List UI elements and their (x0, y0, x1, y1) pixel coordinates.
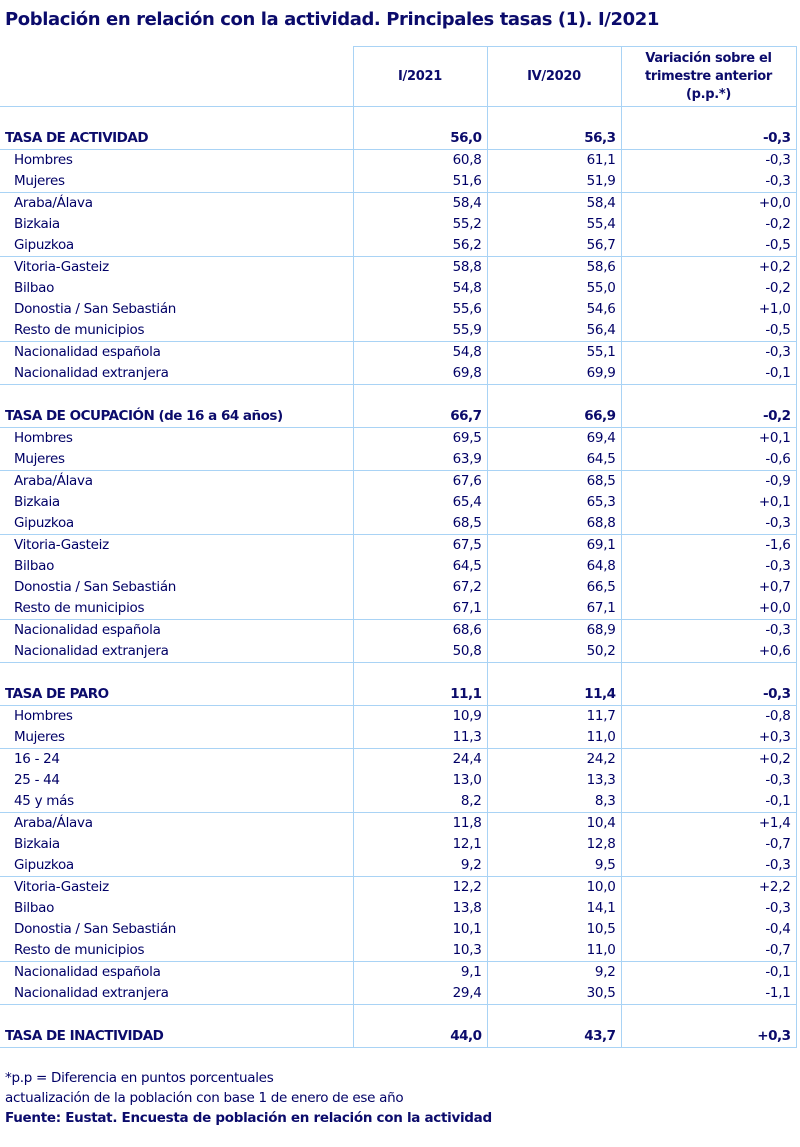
table-row (0, 770, 796, 791)
value-iv-2020: 10,4 (487, 813, 621, 835)
table-row (0, 919, 796, 940)
value-iv-2020: 55,1 (487, 342, 621, 364)
row-label: Vitoria-Gasteiz (0, 877, 353, 899)
value-iv-2020: 8,3 (487, 791, 621, 813)
row-label: TASA DE INACTIVIDAD (0, 1026, 353, 1048)
value-variation: +1,4 (621, 813, 796, 835)
table-row (0, 535, 796, 557)
value-iv-2020 (487, 663, 621, 685)
total-row (0, 1026, 796, 1048)
table-row (0, 791, 796, 813)
row-label (0, 385, 353, 407)
footnote-pp: *p.p = Diferencia en puntos porcentuales (5, 1070, 274, 1086)
value-iv-2020: 10,5 (487, 919, 621, 940)
value-variation (621, 1005, 796, 1027)
value-variation: -0,3 (621, 556, 796, 577)
value-variation: -1,6 (621, 535, 796, 557)
value-i-2021: 58,8 (353, 257, 487, 279)
row-label: Araba/Álava (0, 813, 353, 835)
table-row (0, 471, 796, 493)
row-label: Bizkaia (0, 214, 353, 235)
table-row (0, 556, 796, 577)
table-row (0, 428, 796, 450)
value-variation: -0,3 (621, 171, 796, 193)
value-variation: +0,3 (621, 727, 796, 749)
value-i-2021 (353, 663, 487, 685)
table-row (0, 513, 796, 535)
table-row (0, 299, 796, 320)
row-label: Donostia / San Sebastián (0, 577, 353, 598)
table-row (0, 363, 796, 385)
value-iv-2020: 11,4 (487, 684, 621, 706)
table-row (0, 983, 796, 1005)
row-label: 16 - 24 (0, 749, 353, 771)
row-label: Araba/Álava (0, 471, 353, 493)
row-label: Hombres (0, 428, 353, 450)
value-iv-2020: 58,4 (487, 193, 621, 215)
row-label: 25 - 44 (0, 770, 353, 791)
table-row (0, 278, 796, 299)
value-variation: -0,2 (621, 406, 796, 428)
row-label: Araba/Álava (0, 193, 353, 215)
row-label: Nacionalidad española (0, 342, 353, 364)
value-iv-2020: 64,5 (487, 449, 621, 471)
row-label: Gipuzkoa (0, 513, 353, 535)
value-iv-2020: 68,8 (487, 513, 621, 535)
row-label: Nacionalidad extranjera (0, 363, 353, 385)
row-label: Bilbao (0, 278, 353, 299)
value-variation: +0,3 (621, 1026, 796, 1048)
value-i-2021: 55,9 (353, 320, 487, 342)
value-variation: -0,3 (621, 855, 796, 877)
value-variation: -0,2 (621, 278, 796, 299)
page-title: Población en relación con la actividad. Principales tasas (1). I/2021 (5, 9, 659, 30)
value-iv-2020: 56,4 (487, 320, 621, 342)
value-iv-2020: 56,7 (487, 235, 621, 257)
row-label: Gipuzkoa (0, 235, 353, 257)
table-row (0, 898, 796, 919)
table-row (0, 193, 796, 215)
row-label: Resto de municipios (0, 940, 353, 962)
value-i-2021: 64,5 (353, 556, 487, 577)
row-label: Vitoria-Gasteiz (0, 535, 353, 557)
value-iv-2020 (487, 1005, 621, 1027)
value-variation: +0,2 (621, 257, 796, 279)
table-row (0, 940, 796, 962)
value-variation: +1,0 (621, 299, 796, 320)
value-iv-2020: 11,0 (487, 727, 621, 749)
footnote-source: Fuente: Eustat. Encuesta de población en relación con la actividad (5, 1110, 492, 1126)
table-row (0, 834, 796, 855)
table-row (0, 492, 796, 513)
table-row (0, 235, 796, 257)
value-iv-2020: 56,3 (487, 128, 621, 150)
value-i-2021: 50,8 (353, 641, 487, 663)
row-label: Mujeres (0, 171, 353, 193)
value-variation: -0,5 (621, 320, 796, 342)
spacer-row (0, 663, 796, 685)
table-row (0, 257, 796, 279)
total-row (0, 684, 796, 706)
value-variation: +0,6 (621, 641, 796, 663)
value-i-2021: 44,0 (353, 1026, 487, 1048)
value-i-2021: 67,6 (353, 471, 487, 493)
row-label: Vitoria-Gasteiz (0, 257, 353, 279)
row-label: Nacionalidad extranjera (0, 641, 353, 663)
table-row (0, 641, 796, 663)
value-i-2021: 13,8 (353, 898, 487, 919)
total-row (0, 406, 796, 428)
value-i-2021: 67,2 (353, 577, 487, 598)
row-label (0, 107, 353, 129)
value-variation: -0,3 (621, 620, 796, 642)
value-iv-2020: 66,9 (487, 406, 621, 428)
row-label: Hombres (0, 150, 353, 172)
rates-table (0, 46, 797, 1048)
value-variation: -0,3 (621, 898, 796, 919)
value-variation: -0,8 (621, 706, 796, 728)
row-label (0, 1005, 353, 1027)
table-row (0, 171, 796, 193)
row-label: TASA DE OCUPACIÓN (de 16 a 64 años) (0, 406, 353, 428)
value-iv-2020: 61,1 (487, 150, 621, 172)
value-variation (621, 107, 796, 129)
header-variation: Variación sobre el trimestre anterior (p.p.*) (621, 47, 796, 107)
value-iv-2020: 69,9 (487, 363, 621, 385)
value-i-2021: 10,1 (353, 919, 487, 940)
row-label: Nacionalidad extranjera (0, 983, 353, 1005)
table-row (0, 706, 796, 728)
value-variation: +2,2 (621, 877, 796, 899)
table-row (0, 813, 796, 835)
row-label: Mujeres (0, 727, 353, 749)
value-variation: +0,0 (621, 193, 796, 215)
value-i-2021: 56,2 (353, 235, 487, 257)
value-i-2021: 54,8 (353, 278, 487, 299)
row-label: Nacionalidad española (0, 620, 353, 642)
value-i-2021: 60,8 (353, 150, 487, 172)
spacer-row (0, 385, 796, 407)
value-iv-2020: 68,9 (487, 620, 621, 642)
value-i-2021: 66,7 (353, 406, 487, 428)
value-i-2021: 65,4 (353, 492, 487, 513)
value-iv-2020: 50,2 (487, 641, 621, 663)
value-iv-2020 (487, 385, 621, 407)
value-variation: -1,1 (621, 983, 796, 1005)
value-i-2021: 8,2 (353, 791, 487, 813)
value-variation: -0,6 (621, 449, 796, 471)
row-label: Bilbao (0, 556, 353, 577)
value-i-2021 (353, 107, 487, 129)
value-variation: +0,1 (621, 428, 796, 450)
value-iv-2020: 58,6 (487, 257, 621, 279)
value-iv-2020: 24,2 (487, 749, 621, 771)
value-i-2021: 55,6 (353, 299, 487, 320)
header-blank (0, 47, 353, 107)
value-iv-2020: 9,2 (487, 962, 621, 984)
value-i-2021: 11,8 (353, 813, 487, 835)
table-row (0, 962, 796, 984)
row-label (0, 663, 353, 685)
value-iv-2020: 65,3 (487, 492, 621, 513)
value-variation: +0,2 (621, 749, 796, 771)
table-row (0, 214, 796, 235)
value-i-2021: 69,5 (353, 428, 487, 450)
table-row (0, 877, 796, 899)
spacer-row (0, 1005, 796, 1027)
value-i-2021: 12,2 (353, 877, 487, 899)
value-i-2021: 10,3 (353, 940, 487, 962)
value-variation: -0,3 (621, 128, 796, 150)
value-i-2021: 69,8 (353, 363, 487, 385)
value-i-2021: 12,1 (353, 834, 487, 855)
value-iv-2020: 64,8 (487, 556, 621, 577)
value-i-2021: 11,1 (353, 684, 487, 706)
value-i-2021: 67,5 (353, 535, 487, 557)
row-label: Resto de municipios (0, 598, 353, 620)
value-variation: -0,3 (621, 770, 796, 791)
value-i-2021: 55,2 (353, 214, 487, 235)
value-iv-2020: 30,5 (487, 983, 621, 1005)
table-row (0, 620, 796, 642)
value-i-2021: 68,5 (353, 513, 487, 535)
value-i-2021 (353, 1005, 487, 1027)
value-variation: -0,3 (621, 342, 796, 364)
value-variation: -0,7 (621, 834, 796, 855)
value-i-2021: 54,8 (353, 342, 487, 364)
value-i-2021: 24,4 (353, 749, 487, 771)
row-label: Donostia / San Sebastián (0, 299, 353, 320)
value-variation: +0,1 (621, 492, 796, 513)
value-variation: -0,4 (621, 919, 796, 940)
header-i-2021: I/2021 (353, 47, 487, 107)
value-i-2021: 51,6 (353, 171, 487, 193)
value-variation (621, 385, 796, 407)
value-iv-2020: 9,5 (487, 855, 621, 877)
value-i-2021: 13,0 (353, 770, 487, 791)
table-row (0, 749, 796, 771)
header-iv-2020: IV/2020 (487, 47, 621, 107)
value-iv-2020: 66,5 (487, 577, 621, 598)
value-iv-2020: 43,7 (487, 1026, 621, 1048)
table-row (0, 449, 796, 471)
value-i-2021: 11,3 (353, 727, 487, 749)
value-i-2021 (353, 385, 487, 407)
row-label: Hombres (0, 706, 353, 728)
value-iv-2020: 69,4 (487, 428, 621, 450)
value-iv-2020: 13,3 (487, 770, 621, 791)
header-row (0, 47, 796, 107)
value-variation: -0,5 (621, 235, 796, 257)
footnote-update: actualización de la población con base 1 de enero de ese año (5, 1090, 404, 1106)
table-row (0, 342, 796, 364)
row-label: Bizkaia (0, 492, 353, 513)
row-label: Bilbao (0, 898, 353, 919)
value-variation: -0,7 (621, 940, 796, 962)
row-label: Donostia / San Sebastián (0, 919, 353, 940)
value-variation: +0,7 (621, 577, 796, 598)
value-i-2021: 63,9 (353, 449, 487, 471)
value-iv-2020: 12,8 (487, 834, 621, 855)
value-i-2021: 58,4 (353, 193, 487, 215)
value-variation: +0,0 (621, 598, 796, 620)
row-label: Resto de municipios (0, 320, 353, 342)
value-variation: -0,1 (621, 962, 796, 984)
value-variation: -0,1 (621, 363, 796, 385)
row-label: TASA DE PARO (0, 684, 353, 706)
value-i-2021: 10,9 (353, 706, 487, 728)
value-iv-2020: 51,9 (487, 171, 621, 193)
row-label: TASA DE ACTIVIDAD (0, 128, 353, 150)
table-row (0, 150, 796, 172)
row-label: 45 y más (0, 791, 353, 813)
value-iv-2020: 55,0 (487, 278, 621, 299)
value-variation: -0,9 (621, 471, 796, 493)
value-iv-2020: 69,1 (487, 535, 621, 557)
row-label: Nacionalidad española (0, 962, 353, 984)
value-variation: -0,3 (621, 684, 796, 706)
table-row (0, 598, 796, 620)
value-iv-2020: 54,6 (487, 299, 621, 320)
table-row (0, 727, 796, 749)
row-label: Bizkaia (0, 834, 353, 855)
value-i-2021: 68,6 (353, 620, 487, 642)
value-i-2021: 29,4 (353, 983, 487, 1005)
spacer-row (0, 107, 796, 129)
value-i-2021: 9,1 (353, 962, 487, 984)
value-i-2021: 56,0 (353, 128, 487, 150)
value-variation: -0,3 (621, 150, 796, 172)
value-i-2021: 9,2 (353, 855, 487, 877)
value-iv-2020: 11,0 (487, 940, 621, 962)
value-iv-2020 (487, 107, 621, 129)
table-body (0, 107, 796, 1048)
value-iv-2020: 55,4 (487, 214, 621, 235)
value-iv-2020: 68,5 (487, 471, 621, 493)
value-iv-2020: 10,0 (487, 877, 621, 899)
row-label: Mujeres (0, 449, 353, 471)
table-row (0, 855, 796, 877)
total-row (0, 128, 796, 150)
row-label: Gipuzkoa (0, 855, 353, 877)
table-row (0, 320, 796, 342)
value-iv-2020: 14,1 (487, 898, 621, 919)
value-variation: -0,3 (621, 513, 796, 535)
table-row (0, 577, 796, 598)
value-iv-2020: 67,1 (487, 598, 621, 620)
value-variation: -0,2 (621, 214, 796, 235)
value-i-2021: 67,1 (353, 598, 487, 620)
value-variation: -0,1 (621, 791, 796, 813)
value-variation (621, 663, 796, 685)
value-iv-2020: 11,7 (487, 706, 621, 728)
